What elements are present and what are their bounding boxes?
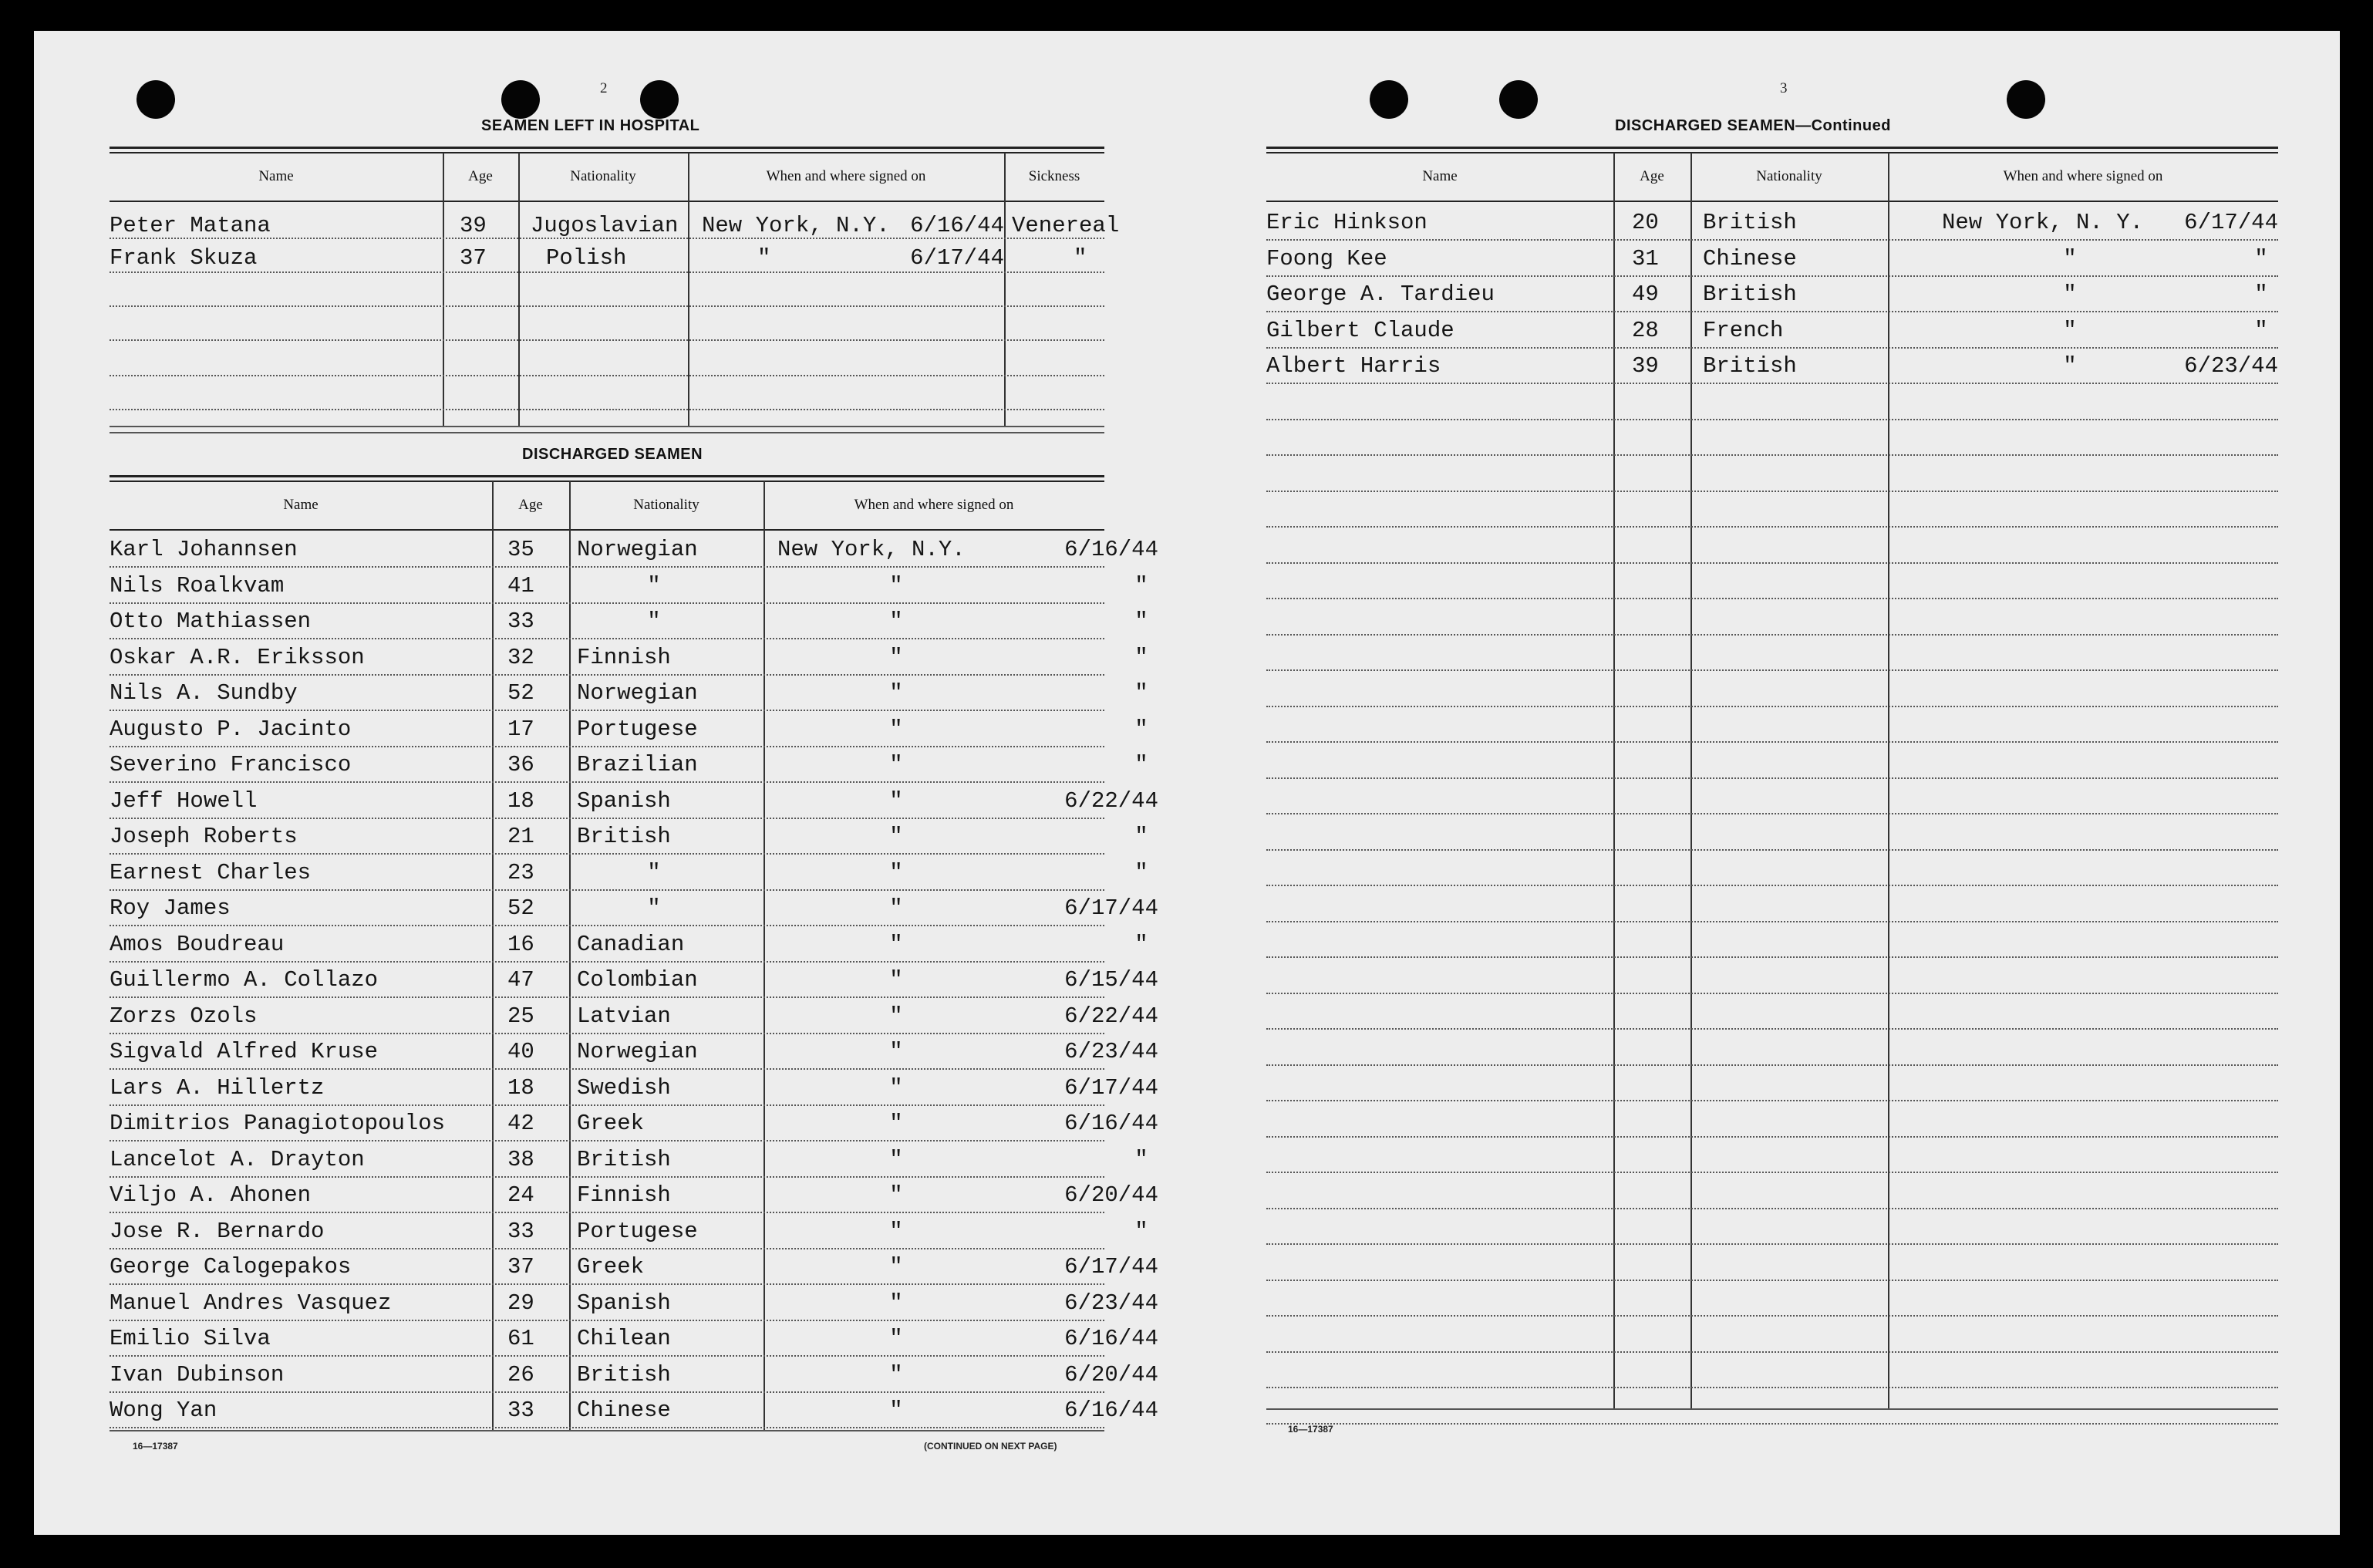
sickness: "	[1074, 245, 1087, 271]
seaman-age: 37	[507, 1254, 534, 1280]
seaman-name: Albert Harris	[1266, 353, 1441, 379]
signed-on-place: "	[889, 1111, 903, 1136]
page-number-left: 2	[600, 80, 608, 96]
seaman-name: Gilbert Claude	[1266, 318, 1454, 343]
signed-on-date: "	[1134, 932, 1148, 957]
signed-on-place: "	[889, 1003, 903, 1029]
col-header-age: Age	[518, 497, 543, 513]
seaman-nationality: Swedish	[577, 1075, 671, 1101]
seaman-nationality: Chinese	[577, 1398, 671, 1423]
seaman-age: 29	[507, 1290, 534, 1316]
signed-on-date: "	[1134, 824, 1148, 849]
seaman-age: 40	[507, 1039, 534, 1064]
seaman-nationality: "	[647, 573, 661, 599]
seaman-name: Sigvald Alfred Kruse	[110, 1039, 379, 1064]
signed-on-date: 6/20/44	[1064, 1362, 1158, 1388]
seaman-age: 37	[460, 245, 487, 271]
signed-on-place: "	[889, 1254, 903, 1280]
seaman-name: Augusto P. Jacinto	[110, 717, 352, 742]
seaman-age: 33	[507, 609, 534, 634]
seaman-nationality: "	[647, 860, 661, 885]
seaman-nationality: Norwegian	[577, 680, 698, 706]
signed-on-date: "	[1134, 680, 1148, 706]
seaman-name: Joseph Roberts	[110, 824, 298, 849]
signed-on-place: New York, N.Y.	[702, 213, 890, 238]
signed-on-place: "	[889, 1075, 903, 1101]
signed-on-place: "	[889, 717, 903, 742]
seaman-age: 41	[507, 573, 534, 599]
signed-on-place: "	[889, 1326, 903, 1351]
signed-on-place: "	[889, 609, 903, 634]
form-number-left: 16—17387	[133, 1441, 178, 1452]
seaman-name: Severino Francisco	[110, 752, 352, 777]
seaman-nationality: Greek	[577, 1254, 645, 1280]
seaman-name: Dimitrios Panagiotopoulos	[110, 1111, 446, 1136]
seaman-age: 47	[507, 967, 534, 993]
seaman-name: Jeff Howell	[110, 788, 258, 814]
seaman-age: 49	[1632, 282, 1659, 307]
signed-on-date: 6/15/44	[1064, 967, 1158, 993]
ledger-sheet	[34, 31, 2340, 1535]
signed-on-date: 6/17/44	[1064, 1254, 1158, 1280]
seaman-nationality: British	[1703, 282, 1797, 307]
seaman-name: Frank Skuza	[110, 245, 258, 271]
col-header-name: Name	[283, 497, 319, 513]
col-header-nationality: Nationality	[570, 168, 636, 184]
signed-on-place: "	[889, 788, 903, 814]
seaman-nationality: Portugese	[577, 717, 698, 742]
signed-on-date: 6/22/44	[1064, 1003, 1158, 1029]
seaman-name: Amos Boudreau	[110, 932, 285, 957]
discharged-continued-table	[1266, 147, 2278, 1458]
signed-on-date: "	[1134, 1219, 1148, 1244]
seaman-age: 31	[1632, 246, 1659, 271]
punch-hole-icon	[1499, 80, 1538, 119]
signed-on-date: "	[1134, 609, 1148, 634]
seaman-nationality: Finnish	[577, 1182, 671, 1208]
signed-on-date: "	[1134, 573, 1148, 599]
signed-on-date: "	[1134, 645, 1148, 670]
col-header-nationality: Nationality	[1756, 168, 1822, 184]
seaman-age: 39	[1632, 353, 1659, 379]
seaman-name: Nils A. Sundby	[110, 680, 298, 706]
seaman-age: 33	[507, 1219, 534, 1244]
signed-on-place: "	[889, 1219, 903, 1244]
signed-on-place: "	[889, 932, 903, 957]
signed-on-date: 6/16/44	[1064, 1111, 1158, 1136]
signed-on-date: "	[1134, 717, 1148, 742]
punch-hole-icon	[137, 80, 175, 119]
signed-on-place: "	[889, 824, 903, 849]
seaman-age: 52	[507, 895, 534, 921]
seaman-nationality: British	[577, 1362, 671, 1388]
signed-on-place: "	[889, 680, 903, 706]
discharged-section-title: DISCHARGED SEAMEN	[522, 446, 703, 463]
seaman-nationality: British	[1703, 353, 1797, 379]
col-header-signed-on: When and where signed on	[2003, 168, 2163, 184]
seaman-name: Wong Yan	[110, 1398, 217, 1423]
signed-on-date: "	[2254, 318, 2268, 343]
page-number-right: 3	[1780, 80, 1788, 96]
seaman-age: 52	[507, 680, 534, 706]
signed-on-place: "	[889, 573, 903, 599]
signed-on-place: New York, N. Y.	[1942, 210, 2144, 235]
seaman-name: Ivan Dubinson	[110, 1362, 285, 1388]
signed-on-date: 6/23/44	[2184, 353, 2278, 379]
seaman-nationality: Portugese	[577, 1219, 698, 1244]
seaman-name: George A. Tardieu	[1266, 282, 1495, 307]
col-header-name: Name	[258, 168, 294, 184]
signed-on-place: "	[889, 1362, 903, 1388]
signed-on-place: "	[889, 752, 903, 777]
seaman-age: 16	[507, 932, 534, 957]
punch-hole-icon	[640, 80, 679, 119]
seaman-name: Earnest Charles	[110, 860, 312, 885]
seaman-name: Manuel Andres Vasquez	[110, 1290, 392, 1316]
seaman-name: Eric Hinkson	[1266, 210, 1428, 235]
seaman-nationality: Chilean	[577, 1326, 671, 1351]
hospital-table	[110, 147, 1120, 463]
signed-on-date: 6/23/44	[1064, 1290, 1158, 1316]
signed-on-date: 6/17/44	[910, 245, 1004, 271]
seaman-nationality: Finnish	[577, 645, 671, 670]
right-section-title: DISCHARGED SEAMEN—Continued	[1615, 117, 1891, 134]
seaman-name: Foong Kee	[1266, 246, 1387, 271]
seaman-name: Nils Roalkvam	[110, 573, 285, 599]
col-header-signed-on: When and where signed on	[854, 497, 1014, 513]
form-number-right: 16—17387	[1288, 1424, 1333, 1435]
signed-on-date: 6/16/44	[1064, 1398, 1158, 1423]
seaman-nationality: Greek	[577, 1111, 645, 1136]
signed-on-place: "	[889, 1290, 903, 1316]
signed-on-date: 6/16/44	[910, 213, 1004, 238]
discharged-table	[110, 475, 1158, 1478]
seaman-nationality: Norwegian	[577, 537, 698, 562]
signed-on-place: "	[2063, 282, 2077, 307]
seaman-name: Oskar A.R. Eriksson	[110, 645, 365, 670]
seaman-name: Zorzs Ozols	[110, 1003, 258, 1029]
signed-on-place: "	[2063, 246, 2077, 271]
signed-on-date: 6/23/44	[1064, 1039, 1158, 1064]
signed-on-date: 6/17/44	[2184, 210, 2278, 235]
signed-on-date: 6/17/44	[1064, 1075, 1158, 1101]
signed-on-place: "	[889, 1147, 903, 1172]
seaman-name: George Calogepakos	[110, 1254, 352, 1280]
seaman-age: 36	[507, 752, 534, 777]
seaman-nationality: Polish	[546, 245, 627, 271]
seaman-age: 61	[507, 1326, 534, 1351]
col-header-nationality: Nationality	[633, 497, 699, 513]
seaman-name: Lars A. Hillertz	[110, 1075, 325, 1101]
signed-on-date: 6/22/44	[1064, 788, 1158, 814]
signed-on-place: "	[889, 1398, 903, 1423]
seaman-age: 32	[507, 645, 534, 670]
col-header-signed-on: When and where signed on	[766, 168, 926, 184]
col-header-age: Age	[468, 168, 493, 184]
seaman-age: 18	[507, 788, 534, 814]
col-header-sickness: Sickness	[1028, 168, 1080, 184]
punch-hole-icon	[2007, 80, 2045, 119]
seaman-nationality: "	[647, 895, 661, 921]
seaman-age: 24	[507, 1182, 534, 1208]
signed-on-place: "	[889, 1182, 903, 1208]
seaman-name: Viljo A. Ahonen	[110, 1182, 312, 1208]
seaman-age: 17	[507, 717, 534, 742]
seaman-nationality: Brazilian	[577, 752, 698, 777]
seaman-nationality: Norwegian	[577, 1039, 698, 1064]
col-header-name: Name	[1422, 168, 1458, 184]
seaman-nationality: Spanish	[577, 788, 671, 814]
signed-on-place: "	[757, 245, 771, 271]
seaman-nationality: Spanish	[577, 1290, 671, 1316]
punch-hole-icon	[1370, 80, 1408, 119]
seaman-name: Lancelot A. Drayton	[110, 1147, 365, 1172]
signed-on-date: 6/16/44	[1064, 537, 1158, 562]
seaman-age: 35	[507, 537, 534, 562]
continued-note: (CONTINUED ON NEXT PAGE)	[924, 1441, 1057, 1452]
signed-on-date: "	[1134, 860, 1148, 885]
seaman-nationality: Latvian	[577, 1003, 671, 1029]
col-header-age: Age	[1640, 168, 1664, 184]
signed-on-date: "	[2254, 246, 2268, 271]
signed-on-place: "	[2063, 318, 2077, 343]
signed-on-place: "	[889, 860, 903, 885]
seaman-age: 26	[507, 1362, 534, 1388]
seaman-age: 28	[1632, 318, 1659, 343]
seaman-nationality: "	[647, 609, 661, 634]
signed-on-place: "	[889, 895, 903, 921]
seaman-name: Emilio Silva	[110, 1326, 271, 1351]
seaman-age: 18	[507, 1075, 534, 1101]
seaman-nationality: Jugoslavian	[531, 213, 679, 238]
seaman-age: 42	[507, 1111, 534, 1136]
signed-on-date: 6/20/44	[1064, 1182, 1158, 1208]
signed-on-place: New York, N.Y.	[777, 537, 966, 562]
seaman-name: Guillermo A. Collazo	[110, 967, 379, 993]
seaman-name: Roy James	[110, 895, 231, 921]
signed-on-place: "	[889, 1039, 903, 1064]
signed-on-date: 6/16/44	[1064, 1326, 1158, 1351]
seaman-name: Peter Matana	[110, 213, 271, 238]
seaman-nationality: British	[577, 824, 671, 849]
seaman-name: Jose R. Bernardo	[110, 1219, 325, 1244]
seaman-nationality: Colombian	[577, 967, 698, 993]
sickness: Venereal	[1012, 213, 1120, 238]
punch-hole-icon	[501, 80, 540, 119]
seaman-nationality: Chinese	[1703, 246, 1797, 271]
seaman-name: Otto Mathiassen	[110, 609, 312, 634]
seaman-name: Karl Johannsen	[110, 537, 298, 562]
seaman-age: 39	[460, 213, 487, 238]
seaman-age: 20	[1632, 210, 1659, 235]
signed-on-date: "	[1134, 752, 1148, 777]
seaman-age: 33	[507, 1398, 534, 1423]
signed-on-place: "	[889, 645, 903, 670]
seaman-age: 21	[507, 824, 534, 849]
seaman-nationality: Canadian	[577, 932, 685, 957]
seaman-age: 23	[507, 860, 534, 885]
signed-on-date: "	[2254, 282, 2268, 307]
seaman-nationality: British	[1703, 210, 1797, 235]
seaman-age: 25	[507, 1003, 534, 1029]
signed-on-place: "	[889, 967, 903, 993]
seaman-nationality: British	[577, 1147, 671, 1172]
seaman-nationality: French	[1703, 318, 1784, 343]
signed-on-date: 6/17/44	[1064, 895, 1158, 921]
signed-on-date: "	[1134, 1147, 1148, 1172]
signed-on-place: "	[2063, 353, 2077, 379]
seaman-age: 38	[507, 1147, 534, 1172]
hospital-section-title: SEAMEN LEFT IN HOSPITAL	[481, 117, 700, 134]
